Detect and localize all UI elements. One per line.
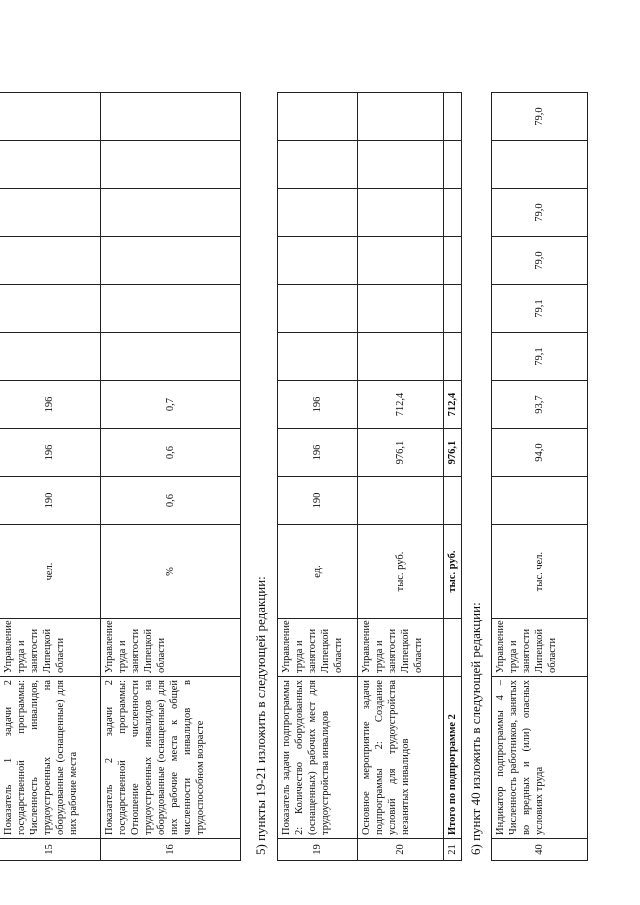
- value-cell: [0, 141, 100, 189]
- value-cell: [492, 477, 588, 525]
- unit-cell: тыс. руб.: [444, 525, 462, 619]
- value-cell: [0, 93, 100, 141]
- indicators-table-part-2: [277, 92, 462, 861]
- value-cell: [100, 333, 240, 381]
- value-cell: [278, 333, 358, 381]
- executor-cell: Управление труда и занятости Липецкой области: [492, 619, 588, 677]
- table-row: [278, 93, 358, 861]
- table-row: [444, 93, 462, 861]
- value-cell: [278, 141, 358, 189]
- value-cell: 79,0: [492, 93, 588, 141]
- unit-cell: тыс. руб.: [358, 525, 444, 619]
- indicator-name-cell: Показатель 1 задачи 2 государственной программы: Численность инвалидов, трудоустроенных на оборудованные (оснащенные) для них рабочие места: [0, 677, 100, 839]
- value-cell: [0, 333, 100, 381]
- executor-cell: Управление труда и занятости Липецкой области: [100, 619, 240, 677]
- row-number-cell: 15: [0, 839, 100, 861]
- value-cell: 712,4: [444, 381, 462, 429]
- value-cell: 196: [278, 429, 358, 477]
- value-cell: [0, 189, 100, 237]
- value-cell: [358, 141, 444, 189]
- value-cell: [444, 333, 462, 381]
- unit-cell: ед.: [278, 525, 358, 619]
- value-cell: [358, 93, 444, 141]
- value-cell: [358, 237, 444, 285]
- value-cell: 79,1: [492, 285, 588, 333]
- table-row: [100, 93, 240, 861]
- value-cell: 0,6: [100, 477, 240, 525]
- value-cell: [278, 93, 358, 141]
- value-cell: [100, 189, 240, 237]
- value-cell: [278, 285, 358, 333]
- row-number-cell: 16: [100, 839, 240, 861]
- value-cell: [278, 189, 358, 237]
- table-row: [0, 93, 100, 861]
- value-cell: [278, 237, 358, 285]
- section-heading-5: 5) пункты 19-21 изложить в следующей редакции:: [253, 576, 268, 855]
- indicators-table-part-1: [0, 92, 241, 861]
- value-cell: [444, 189, 462, 237]
- section-heading-6: 6) пункт 40 изложить в следующей редакции:: [468, 602, 483, 855]
- table-row: [358, 93, 444, 861]
- value-cell: [444, 141, 462, 189]
- value-cell: [358, 333, 444, 381]
- value-cell: 0,7: [100, 381, 240, 429]
- value-cell: 0,6: [100, 429, 240, 477]
- value-cell: [444, 93, 462, 141]
- value-cell: [492, 141, 588, 189]
- value-cell: [444, 477, 462, 525]
- value-cell: [358, 477, 444, 525]
- indicator-name-cell: Показатель задачи подпрограммы 2: Количество оборудованных (оснащенных) рабочих мест для трудоустройства инвалидов: [278, 677, 358, 839]
- table-row: [492, 93, 588, 861]
- value-cell: [100, 237, 240, 285]
- indicator-name-cell: Показатель 2 задачи 2 государственной программы: Отношение численности трудоустроенных инвалидов на оборудованные (оснащенные) для них рабочие места к общей численности инвалидов в трудоспособном возрасте: [100, 677, 240, 839]
- value-cell: 976,1: [444, 429, 462, 477]
- value-cell: 190: [0, 477, 100, 525]
- value-cell: [0, 237, 100, 285]
- value-cell: [444, 285, 462, 333]
- value-cell: 79,0: [492, 237, 588, 285]
- value-cell: 190: [278, 477, 358, 525]
- value-cell: 94,0: [492, 429, 588, 477]
- value-cell: 976,1: [358, 429, 444, 477]
- value-cell: 196: [0, 429, 100, 477]
- executor-cell: [444, 619, 462, 677]
- executor-cell: Управление труда и занятости Липецкой области: [278, 619, 358, 677]
- value-cell: [358, 189, 444, 237]
- unit-cell: чел.: [0, 525, 100, 619]
- value-cell: 79,1: [492, 333, 588, 381]
- unit-cell: тыс. чел.: [492, 525, 588, 619]
- value-cell: [100, 141, 240, 189]
- value-cell: 93,7: [492, 381, 588, 429]
- executor-cell: Управление труда и занятости Липецкой области: [358, 619, 444, 677]
- value-cell: 196: [0, 381, 100, 429]
- executor-cell: Управление труда и занятости Липецкой области: [0, 619, 100, 677]
- row-number-cell: 40: [492, 839, 588, 861]
- unit-cell: %: [100, 525, 240, 619]
- indicator-name-cell: Основное мероприятие задачи подпрограммы 2: Создание условий для трудоустройства незанятых инвалидов: [358, 677, 444, 839]
- value-cell: 79,0: [492, 189, 588, 237]
- value-cell: [0, 285, 100, 333]
- indicators-table-part-3: [491, 92, 588, 861]
- value-cell: 196: [278, 381, 358, 429]
- row-number-cell: 19: [278, 839, 358, 861]
- value-cell: [100, 285, 240, 333]
- value-cell: [100, 93, 240, 141]
- row-number-cell: 21: [444, 839, 462, 861]
- row-number-cell: 20: [358, 839, 444, 861]
- indicator-name-cell: Итого по подпрограмме 2: [444, 677, 462, 839]
- value-cell: [358, 285, 444, 333]
- value-cell: [444, 237, 462, 285]
- indicator-name-cell: Индикатор подпрограммы 4 – Численность работников, занятых во вредных и (или) опасных условиях труда: [492, 677, 588, 839]
- value-cell: 712,4: [358, 381, 444, 429]
